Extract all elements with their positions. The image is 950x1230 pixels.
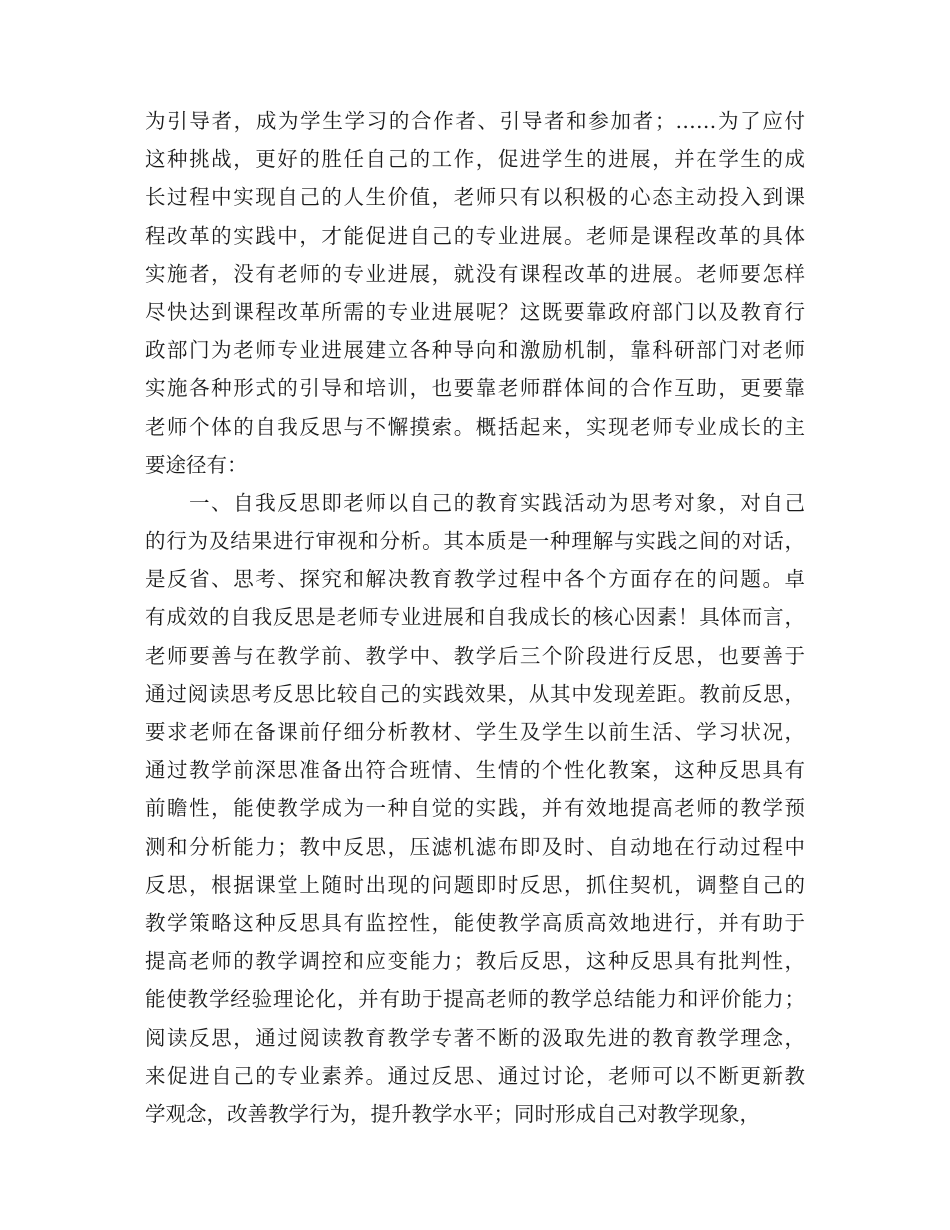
text-line: 实施者，没有老师的专业进展，就没有课程改革的进展。老师要怎样 (145, 261, 805, 286)
text-line: 一、自我反思即老师以自己的教育实践活动为思考对象，对自己 (189, 490, 805, 515)
text-line: 来促进自己的专业素养。通过反思、通过讨论，老师可以不断更新教 (145, 1063, 805, 1088)
text-line: 这种挑战，更好的胜任自己的工作，促进学生的进展，并在学生的成 (145, 147, 805, 172)
text-line: 老师个体的自我反思与不懈摸索。概括起来，实现老师专业成长的主 (145, 414, 805, 439)
text-line: 政部门为老师专业进展建立各种导向和激励机制，靠科研部门对老师 (145, 338, 805, 363)
text-line: 测和分析能力；教中反思，压滤机滤布即及时、自动地在行动过程中 (145, 834, 805, 859)
text-line: 实施各种形式的引导和培训，也要靠老师群体间的合作互助，更要靠 (145, 376, 805, 401)
text-line: 通过阅读思考反思比较自己的实践效果，从其中发现差距。教前反思， (145, 681, 805, 706)
text-line: 能使教学经验理论化，并有助于提高老师的教学总结能力和评价能力； (145, 987, 805, 1012)
paragraph-self-reflection (145, 484, 805, 1133)
text-line: 尽快达到课程改革所需的专业进展呢？这既要靠政府部门以及教育行 (145, 299, 805, 324)
text-line: 前瞻性，能使教学成为一种自觉的实践，并有效地提高老师的教学预 (145, 796, 805, 821)
text-line: 要途径有： (145, 452, 248, 477)
text-line: 学观念，改善教学行为，提升教学水平；同时形成自己对教学现象， (145, 1101, 760, 1126)
text-line: 要求老师在备课前仔细分析教材、学生及学生以前生活、学习状况， (145, 720, 805, 744)
text-line: 为引导者，成为学生学习的合作者、引导者和参加者；……为了应付 (145, 109, 805, 133)
text-line: 提高老师的教学调控和应变能力；教后反思，这种反思具有批判性， (145, 949, 805, 974)
text-line: 反思，根据课堂上随时出现的问题即时反思，抓住契机，调整自己的 (145, 872, 805, 897)
text-line: 的行为及结果进行审视和分析。其本质是一种理解与实践之间的对话， (145, 529, 805, 554)
text-line: 通过教学前深思准备出符合班情、生情的个性化教案，这种反思具有 (145, 758, 805, 783)
text-line: 老师要善与在教学前、教学中、教学后三个阶段进行反思，也要善于 (145, 643, 805, 668)
text-line: 长过程中实现自己的人生价值，老师只有以积极的心态主动投入到课 (145, 185, 805, 210)
text-line: 有成效的自我反思是老师专业进展和自我成长的核心因素！具体而言， (145, 605, 805, 630)
paragraph-intro (145, 102, 805, 484)
text-line: 阅读反思，通过阅读教育教学专著不断的汲取先进的教育教学理念， (145, 1025, 805, 1050)
text-line: 教学策略这种反思具有监控性，能使教学高质高效地进行，并有助于 (145, 910, 805, 935)
text-line: 是反省、思考、探究和解决教育教学过程中各个方面存在的问题。卓 (145, 567, 805, 592)
document-body (145, 102, 805, 1133)
text-line: 程改革的实践中，才能促进自己的专业进展。老师是课程改革的具体 (145, 223, 805, 248)
